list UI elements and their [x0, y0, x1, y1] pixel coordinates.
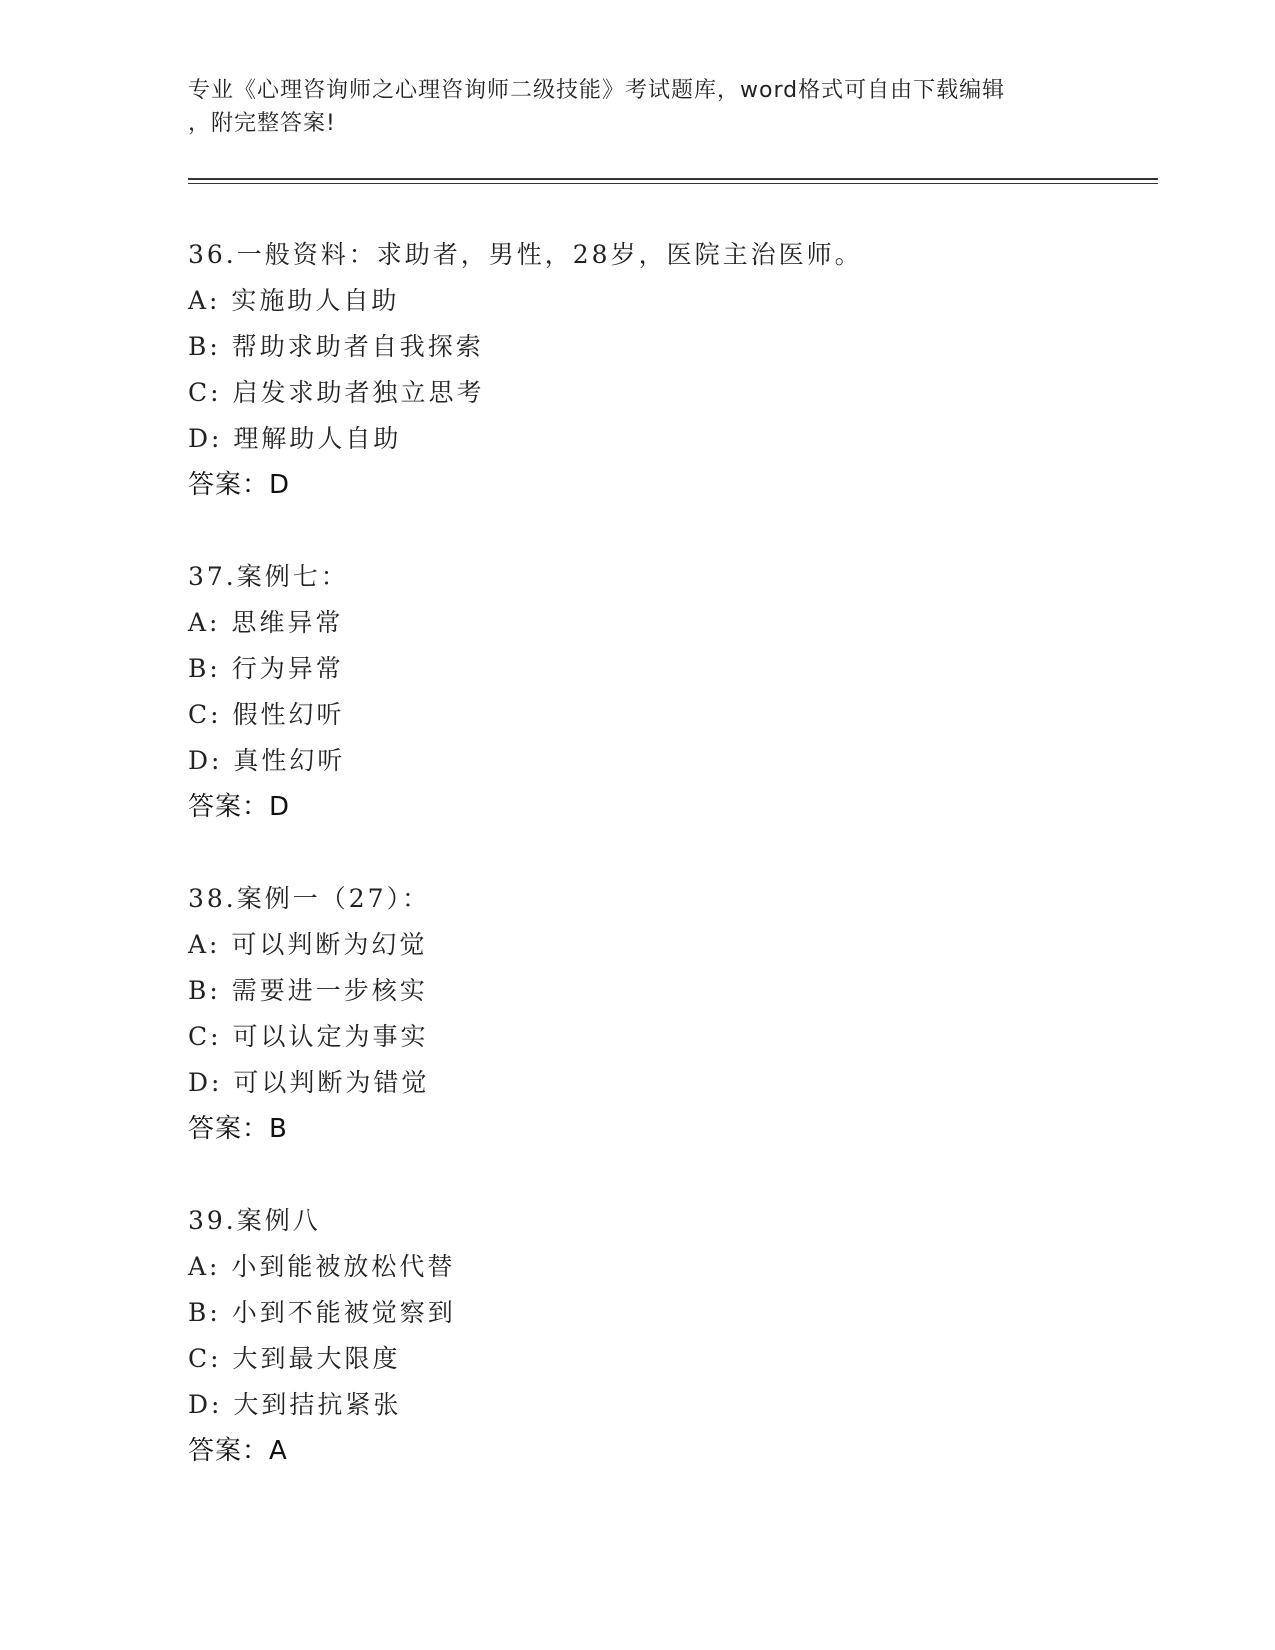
header-divider-thick: [188, 178, 1158, 180]
option-b: B: 帮助求助者自我探索: [188, 332, 484, 361]
question-36: [188, 232, 1138, 508]
option-a: A: 实施助人自助: [188, 286, 400, 315]
question-stem: 38.案例一（27）：: [188, 884, 431, 913]
question-list: [188, 232, 1138, 1520]
header-line-1: 专业《心理咨询师之心理咨询师二级技能》考试题库，word格式可自由下载编辑: [188, 78, 1006, 103]
option-c: C: 大到最大限度: [188, 1344, 401, 1373]
option-b: B: 行为异常: [188, 654, 344, 683]
answer: 答案：B: [188, 1114, 288, 1144]
option-b: B: 小到不能被觉察到: [188, 1298, 456, 1327]
option-c: C: 假性幻听: [188, 700, 345, 729]
question-38: [188, 876, 1138, 1152]
question-stem: 37.案例七：: [188, 562, 349, 591]
question-37: [188, 554, 1138, 830]
option-c: C: 可以认定为事实: [188, 1022, 429, 1051]
document-header: [188, 74, 1088, 140]
option-c: C: 启发求助者独立思考: [188, 378, 485, 407]
option-a: A: 思维异常: [188, 608, 344, 637]
option-d: D: 真性幻听: [188, 746, 346, 775]
header-divider-thin: [188, 183, 1158, 184]
option-a: A: 可以判断为幻觉: [188, 930, 428, 959]
answer: 答案：D: [188, 792, 291, 822]
question-39: [188, 1198, 1138, 1474]
question-stem: 36.一般资料：求助者，男性，28岁，医院主治医师。: [188, 240, 863, 269]
header-line-2: ，附完整答案!: [188, 111, 336, 136]
answer: 答案：D: [188, 470, 291, 500]
option-b: B: 需要进一步核实: [188, 976, 428, 1005]
option-d: D: 大到拮抗紧张: [188, 1390, 402, 1419]
question-stem: 39.案例八: [188, 1206, 321, 1235]
option-d: D: 理解助人自助: [188, 424, 402, 453]
answer: 答案：A: [188, 1436, 288, 1466]
option-d: D: 可以判断为错觉: [188, 1068, 430, 1097]
option-a: A: 小到能被放松代替: [188, 1252, 456, 1281]
